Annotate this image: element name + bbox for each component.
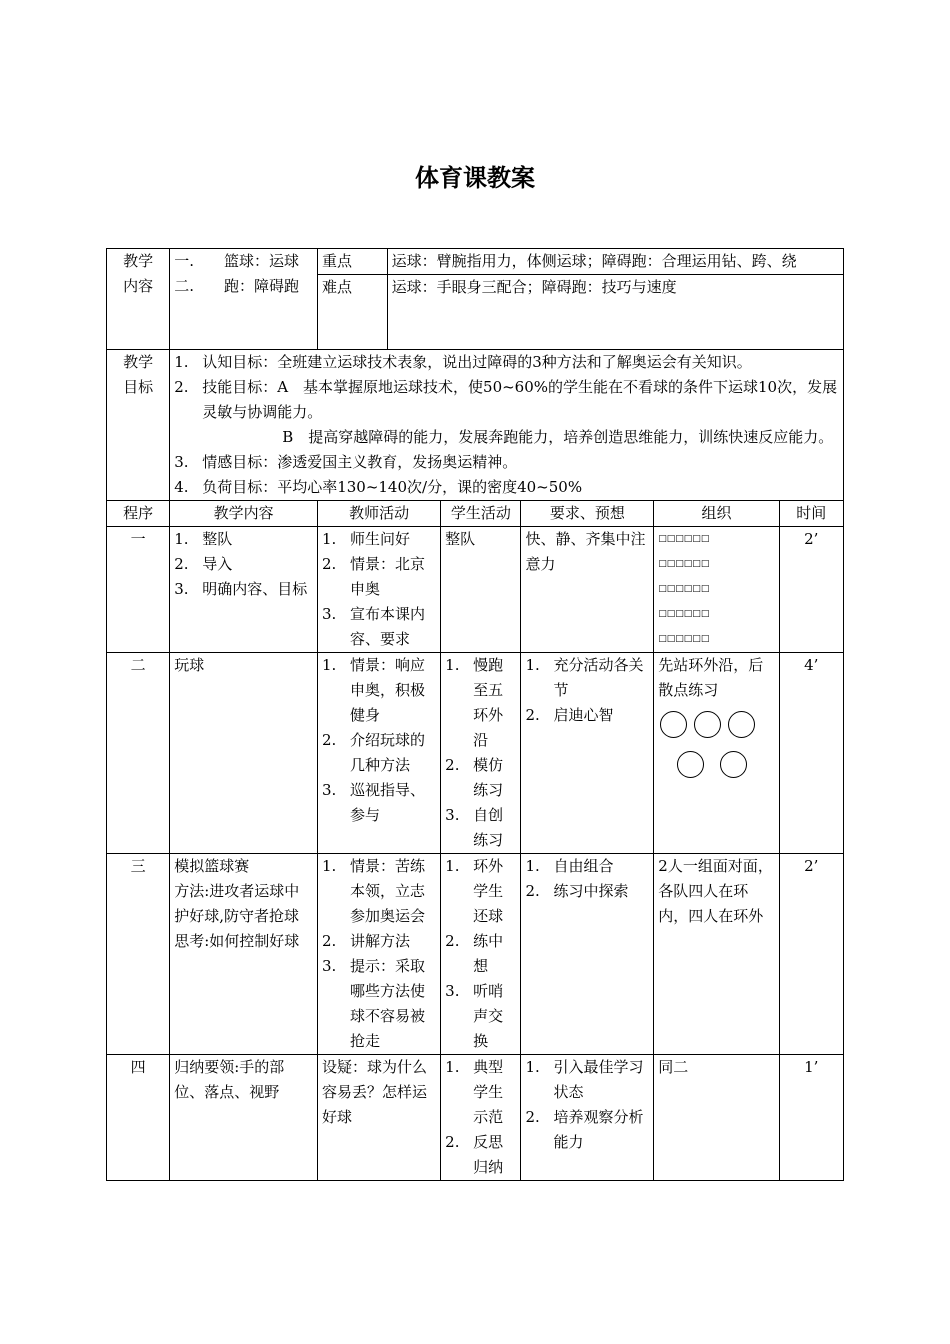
item-text: 整队: [202, 530, 233, 548]
goal-text: 技能目标：A 基本掌握原地运球技术，使50~60%的学生能在不看球的条件下运球10次，发展灵敏与协调能力。: [202, 378, 838, 421]
step-cell: 四: [107, 1055, 170, 1181]
item-number: 2.: [174, 555, 189, 573]
item-text: 模仿练习: [473, 756, 504, 799]
page-title: 体育课教案: [415, 164, 535, 192]
item-number: 1.: [174, 530, 189, 548]
content-cell: 归纳要领:手的部位、落点、视野: [170, 1055, 318, 1181]
item-text: 典型学生示范: [473, 1058, 504, 1126]
goal-text: 情感目标：渗透爱国主义教育，发扬奥运精神。: [202, 453, 518, 471]
list-item: [525, 1105, 649, 1155]
item-number: 3.: [321, 781, 337, 799]
item-number: 2.: [445, 932, 460, 950]
item-number: 2.: [445, 1133, 460, 1151]
student-cell: [441, 1055, 521, 1181]
item-number: 3.: [445, 982, 460, 1000]
numbered-list: [445, 854, 516, 1054]
goal-number: [174, 425, 202, 450]
student-cell: [441, 854, 521, 1055]
organization-cell: [654, 527, 779, 653]
requirement-cell: [521, 854, 654, 1055]
item-number: 1.: [525, 1058, 540, 1076]
schedule-row: [107, 854, 844, 1055]
item-number: 1.: [321, 530, 337, 548]
header-cell: 程序: [107, 501, 170, 527]
difficulty-text: 运球：手眼身三配合；障碍跑：技巧与速度: [387, 275, 843, 350]
item-text: 明确内容、目标: [202, 580, 308, 598]
item-number: 2.: [445, 756, 460, 774]
goal-text: B 提高穿越障碍的能力，发展奔跑能力，培养创造思维能力，训练快速反应能力。: [282, 428, 834, 446]
list-item: [322, 728, 436, 778]
header-cell: 组织: [654, 501, 779, 527]
list-item: [525, 879, 649, 904]
list-item: [445, 753, 516, 803]
item-number: 1.: [525, 857, 540, 875]
student-cell: 整队: [441, 527, 521, 653]
list-item: [174, 577, 313, 602]
requirement-cell: [521, 1055, 654, 1181]
organization-cell: [654, 653, 779, 854]
list-item: [322, 653, 436, 728]
step-cell: 一: [107, 527, 170, 653]
item-number: 2.: [525, 882, 540, 900]
list-item: [445, 803, 516, 853]
list-item: [445, 854, 516, 929]
goal-number: 4.: [174, 478, 189, 496]
difficulty-label: 难点: [317, 275, 387, 350]
item-number: 3.: [321, 957, 337, 975]
ring-icon: [720, 751, 747, 778]
item-text: 导入: [202, 555, 233, 573]
schedule-row: [107, 1055, 844, 1181]
time-cell: 2’: [779, 527, 843, 653]
header-cell: 教学内容: [170, 501, 318, 527]
organization-text: 同二: [658, 1058, 689, 1076]
item-text: 讲解方法: [349, 932, 410, 950]
lesson-plan-table: [106, 248, 844, 1181]
schedule-row: [107, 653, 844, 854]
numbered-list: [322, 653, 436, 828]
list-item: [445, 979, 516, 1054]
ring-icon: [728, 711, 755, 738]
content-item: 一. 篮球：运球: [174, 252, 299, 270]
teacher-cell: [317, 653, 440, 854]
item-text: 反思归纳: [473, 1133, 504, 1176]
formation-row: □□□□□□: [658, 634, 710, 644]
formation-row: □□□□□□: [658, 609, 710, 619]
key-label: 重点: [317, 249, 387, 275]
teacher-cell: 设疑：球为什么容易丢？怎样运好球: [317, 1055, 440, 1181]
numbered-list: [525, 854, 649, 904]
item-text: 引入最佳学习状态: [553, 1058, 644, 1101]
schedule-header: [107, 501, 844, 527]
content-cell: 玩球: [170, 653, 318, 854]
header-cell: 教师活动: [317, 501, 440, 527]
numbered-list: [445, 653, 516, 853]
item-number: 2.: [321, 731, 337, 749]
teacher-cell: [317, 854, 440, 1055]
item-number: 2.: [525, 706, 540, 724]
list-item: [174, 552, 313, 577]
item-number: 3.: [321, 605, 337, 623]
requirement-cell: [521, 653, 654, 854]
numbered-list: [525, 653, 649, 728]
formation-row: □□□□□□: [658, 584, 710, 594]
content-items: [170, 249, 318, 350]
time-cell: 4’: [779, 653, 843, 854]
goals-list: [170, 350, 844, 501]
content-cell: [170, 527, 318, 653]
item-text: 宣布本课内容、要求: [349, 605, 425, 648]
item-text: 听哨声交换: [473, 982, 504, 1050]
rings-diagram: [658, 703, 774, 773]
goal-item: [174, 375, 839, 425]
time-cell: 2’: [779, 854, 843, 1055]
goal-text: 认知目标：全班建立运球技术表象，说出过障碍的3种方法和了解奥运会有关知识。: [202, 353, 752, 371]
numbered-list: [174, 527, 313, 602]
list-item: [525, 703, 649, 728]
item-text: 自由组合: [553, 857, 614, 875]
numbered-list: [322, 854, 436, 1054]
list-item: [322, 778, 436, 828]
header-cell: 要求、预想: [521, 501, 654, 527]
item-text: 练习中探索: [553, 882, 629, 900]
item-number: 2.: [525, 1108, 540, 1126]
teacher-cell: [317, 527, 440, 653]
item-text: 巡视指导、参与: [349, 781, 425, 824]
goal-text: 负荷目标：平均心率130~140次/分，课的密度40~50%: [202, 478, 583, 496]
list-item: [322, 552, 436, 602]
content-cell: 模拟篮球赛 方法:进攻者运球中护好球,防守者抢球 思考:如何控制好球: [170, 854, 318, 1055]
organization-text: 先站环外沿，后散点练习: [658, 656, 764, 699]
item-number: 1.: [445, 857, 460, 875]
item-number: 3.: [174, 580, 189, 598]
goals-label: 教学 目标: [107, 350, 170, 501]
goal-number: 1.: [174, 353, 189, 371]
goal-number: 2.: [174, 378, 189, 396]
item-number: 1.: [445, 1058, 460, 1076]
content-label: 教学 内容: [107, 249, 170, 350]
organization-cell: [654, 854, 779, 1055]
item-text: 自创练习: [473, 806, 504, 849]
list-item: [322, 602, 436, 652]
item-text: 师生问好: [349, 530, 410, 548]
list-item: [445, 1055, 516, 1130]
list-item: [322, 527, 436, 552]
item-text: 培养观察分析能力: [553, 1108, 644, 1151]
schedule-row: [107, 527, 844, 653]
item-number: 1.: [445, 656, 460, 674]
list-item: [445, 929, 516, 979]
item-number: 2.: [321, 932, 337, 950]
item-number: 3.: [445, 806, 460, 824]
requirement-cell: 快、静、齐集中注意力: [521, 527, 654, 653]
key-text: 运球：臂腕指用力，体侧运球；障碍跑：合理运用钻、跨、绕: [387, 249, 843, 275]
item-text: 情景：苦练本领，立志参加奥运会: [349, 857, 425, 925]
numbered-list: [322, 527, 436, 652]
item-number: 1.: [321, 857, 337, 875]
list-item: [322, 929, 436, 954]
list-item: [525, 1055, 649, 1105]
content-item: 二. 跑：障碍跑: [174, 277, 299, 295]
list-item: [525, 854, 649, 879]
item-text: 介绍玩球的几种方法: [349, 731, 425, 774]
step-cell: 三: [107, 854, 170, 1055]
goal-number: 3.: [174, 453, 189, 471]
time-cell: 1’: [779, 1055, 843, 1181]
goal-item: [174, 350, 839, 375]
formation-row: □□□□□□: [658, 559, 710, 569]
list-item: [322, 954, 436, 1054]
ring-icon: [660, 711, 687, 738]
list-item: [445, 1130, 516, 1180]
numbered-list: [445, 1055, 516, 1180]
ring-icon: [694, 711, 721, 738]
item-text: 环外学生还球: [473, 857, 504, 925]
item-text: 情景：北京申奥: [349, 555, 425, 598]
item-text: 启迪心智: [553, 706, 614, 724]
item-text: 情景：响应申奥，积极健身: [349, 656, 425, 724]
header-cell: 时间: [779, 501, 843, 527]
header-cell: 学生活动: [441, 501, 521, 527]
list-item: [322, 854, 436, 929]
item-text: 提示：采取哪些方法使球不容易被抢走: [349, 957, 425, 1050]
item-text: 慢跑至五环外沿: [473, 656, 504, 749]
student-cell: [441, 653, 521, 854]
goal-item: [174, 450, 839, 475]
goal-item: [174, 475, 839, 500]
numbered-list: [525, 1055, 649, 1155]
list-item: [525, 653, 649, 703]
formation-row: □□□□□□: [658, 534, 710, 544]
item-text: 充分活动各关节: [553, 656, 644, 699]
goal-item: [174, 425, 839, 450]
step-cell: 二: [107, 653, 170, 854]
item-number: 1.: [321, 656, 337, 674]
item-number: 2.: [321, 555, 337, 573]
list-item: [174, 527, 313, 552]
item-text: 练中想: [473, 932, 504, 975]
list-item: [445, 653, 516, 753]
organization-text: 2人一组面对面，各队四人在环内，四人在环外: [658, 857, 773, 925]
organization-cell: [654, 1055, 779, 1181]
ring-icon: [677, 751, 704, 778]
item-number: 1.: [525, 656, 540, 674]
